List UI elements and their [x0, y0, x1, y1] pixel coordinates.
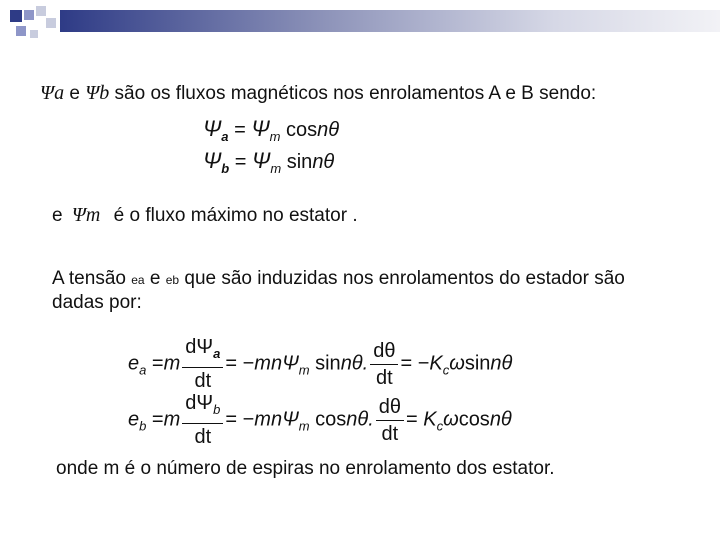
intro-text: são os fluxos magnéticos nos enrolamentos A e B sendo:: [114, 83, 597, 104]
header-gradient-bar: [60, 10, 720, 32]
psi-b-symbol: Ψb: [85, 82, 110, 104]
fraction: $\frac{d\theta}{dt}$: [370, 340, 398, 389]
voltage-equation-b: $e_b =m$ $\frac{d\Psi_b}{dt}$ = −mnΨ$_m$ cosnθ. $\frac{d\theta}{dt}$ = $K_c\omega\cos n\theta$: [128, 392, 512, 448]
decor-square: [30, 30, 38, 38]
psi-m-symbol: Ψm: [71, 204, 101, 226]
decor-square: [24, 10, 34, 20]
max-flux-line: e Ψm é o fluxo máximo no estator .: [52, 204, 358, 226]
fraction: $\frac{d\Psi_b}{dt}$: [182, 392, 223, 448]
fraction: $\frac{d\theta}{dt}$: [376, 396, 404, 445]
flux-equation-b: $\Psi_b = \Psi_m$ sinnθ: [203, 148, 335, 176]
fraction: $\frac{d\Psi_a}{dt}$: [182, 336, 223, 392]
decor-square: [16, 26, 26, 36]
psi-a-symbol: Ψa: [40, 82, 65, 104]
voltage-equation-a: $e_a =m$ $\frac{d\Psi_a}{dt}$ = −mnΨ$_m$ sinnθ. $\frac{d\theta}{dt}$ = $-K_c\omega\sin n\theta$: [128, 336, 513, 392]
intro-line: [40, 82, 596, 105]
connector-text: e: [69, 83, 80, 104]
voltage-description: A tensão ea e eb que são induzidas nos enrolamentos do estador são: [52, 268, 625, 289]
decor-square: [46, 18, 56, 28]
decor-square: [36, 6, 46, 16]
decor-square: [10, 10, 22, 22]
flux-equation-a: $\Psi_a = \Psi_m$ cosnθ: [203, 116, 340, 144]
footer-text: onde m é o número de espiras no enrolamento dos estator.: [56, 458, 555, 479]
voltage-description-line2: dadas por:: [52, 292, 142, 313]
